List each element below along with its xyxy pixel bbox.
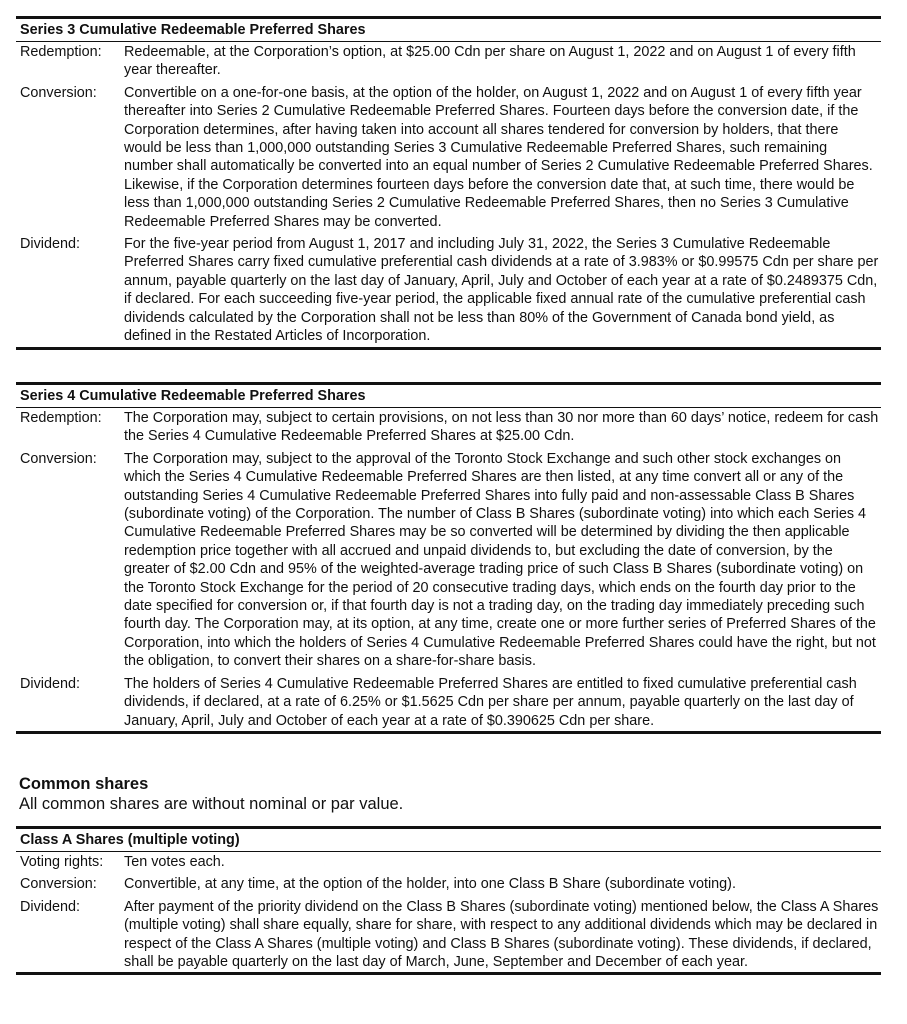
class-a-title: Class A Shares (multiple voting) (16, 829, 881, 852)
series3-block (16, 16, 881, 350)
row-label: Dividend: (20, 236, 80, 253)
row-text: Convertible, at any time, at the option of the holder, into one Class B Share (subordinate voting). (124, 876, 736, 893)
row-text: The Corporation may, subject to certain provisions, on not less than 30 nor more than 60 days’ notice, redeem for cash the Series 4 Cumulative Redeemable Preferred Shares at $25.00 Cdn. (124, 410, 879, 445)
series3-dividend-row (16, 234, 881, 346)
row-label: Conversion: (20, 876, 97, 893)
series3-conversion-row (16, 83, 881, 231)
row-label: Voting rights: (20, 854, 104, 870)
class-a-dividend-row (16, 897, 881, 973)
series4-dividend-row (16, 674, 881, 731)
row-label: Dividend: (20, 898, 80, 915)
class-a-block (16, 826, 881, 975)
row-text: The Corporation may, subject to the approval of the Toronto Stock Exchange and such other stock exchanges on which the Series 4 Cumulative Redeemable Preferred Shares are then listed, at any time convert all or any of the outstanding Series 4 Cumulative Redeemable Preferred Shares into fully paid and non-assessable Class B Shares (subordinate voting) of the Corporation. The number of Class B Shares (subordinate voting) into which each Series 4 Cumulative Redeemable Preferred Shares may be so converted will be determined by dividing the then applicable redemption price together with all accrued and unpaid dividends to, but excluding the date of conversion, by the greater of $2.00 Cdn and 95% of the weighted-average trading price of such Class B Shares (subordinate voting) on the Toronto Stock Exchange for the period of 20 consecutive trading days, which ends on the fourth day prior to the date specified for conversion or, if that fourth day is not a trading day, on the trading day immediately preceding such fourth day. The Corporation may, at its option, at any time, create one or more further series of Preferred Shares of the Corporation, into which the holders of Series 4 Cumulative Redeemable Preferred Shares could have the right, but not the obligation, to convert their shares on a share-for-share basis. (124, 450, 876, 670)
row-text: The holders of Series 4 Cumulative Redeemable Preferred Shares are entitled to fixed cumulative preferential cash dividends, if declared, at a rate of 6.25% or $1.5625 Cdn per share per annum, payable quarterly on the last day of January, April, July and October of each year at a rate of $0.390625 Cdn per share. (124, 675, 857, 729)
row-text: After payment of the priority dividend on the Class B Shares (subordinate voting) mentioned below, the Class A Shares (multiple voting) shall share equally, share for share, with respect to any additional dividends which may be declared in respect of the Class A Shares (multiple voting) and Class B Shares (subordinate voting). These dividends, if declared, shall be payable quarterly on the last day of March, June, September and December of each year. (124, 898, 879, 971)
common-shares-heading: Common shares (19, 775, 149, 793)
series4-title: Series 4 Cumulative Redeemable Preferred Shares (16, 385, 881, 408)
row-label: Redemption: (20, 410, 102, 426)
row-text: Redeemable, at the Corporation’s option, at $25.00 Cdn per share on August 1, 2022 and on August 1 of every fifth year thereafter. (124, 44, 856, 79)
series4-block (16, 382, 881, 734)
row-text: Ten votes each. (124, 854, 225, 870)
row-text: Convertible on a one-for-one basis, at the option of the holder, on August 1, 2022 and on August 1 of every fifth year thereafter into Series 2 Cumulative Redeemable Preferred Shares. Fourteen days before the conversion date, if the Corporation determines, after having taken into account all shares tendered for conversion by holders, that there would be less than 1,000,000 outstanding Series 3 Cumulative Redeemable Preferred Shares, such remaining number shall automatically be converted into an equal number of Series 2 Cumulative Redeemable Preferred Shares. Likewise, if the Corporation determines fourteen days before the conversion date that, at such time, there would be less than 1,000,000 outstanding Series 2 Cumulative Redeemable Preferred Shares, then no Series 3 Cumulative Redeemable Preferred Shares may be converted. (124, 84, 873, 230)
row-label: Dividend: (20, 675, 80, 692)
row-label: Redemption: (20, 44, 102, 60)
class-a-conversion-row (16, 874, 881, 893)
class-a-voting-row (16, 852, 881, 871)
series4-conversion-row (16, 449, 881, 671)
row-label: Conversion: (20, 84, 97, 101)
row-label: Conversion: (20, 450, 97, 467)
series3-redemption-row (16, 42, 881, 80)
series3-title: Series 3 Cumulative Redeemable Preferred Shares (16, 19, 881, 42)
row-text: For the five-year period from August 1, 2017 and including July 31, 2022, the Series 3 Cumulative Redeemable Preferred Shares carry fixed cumulative preferential cash dividends at a rate of 3.983% or $0.99575 Cdn per share per annum, payable quarterly on the last day of January, April, July and October of each year at a rate of $0.2489375 Cdn, if declared. For each succeeding five-year period, the applicable fixed annual rate of the cumulative preferential cash dividends calculated by the Corporation shall not be less than 80% of the Government of Canada bond yield, as defined in the Restated Articles of Incorporation. (124, 236, 879, 345)
common-shares-subtext: All common shares are without nominal or par value. (19, 795, 404, 813)
series4-redemption-row (16, 408, 881, 446)
common-shares-section (16, 774, 881, 814)
